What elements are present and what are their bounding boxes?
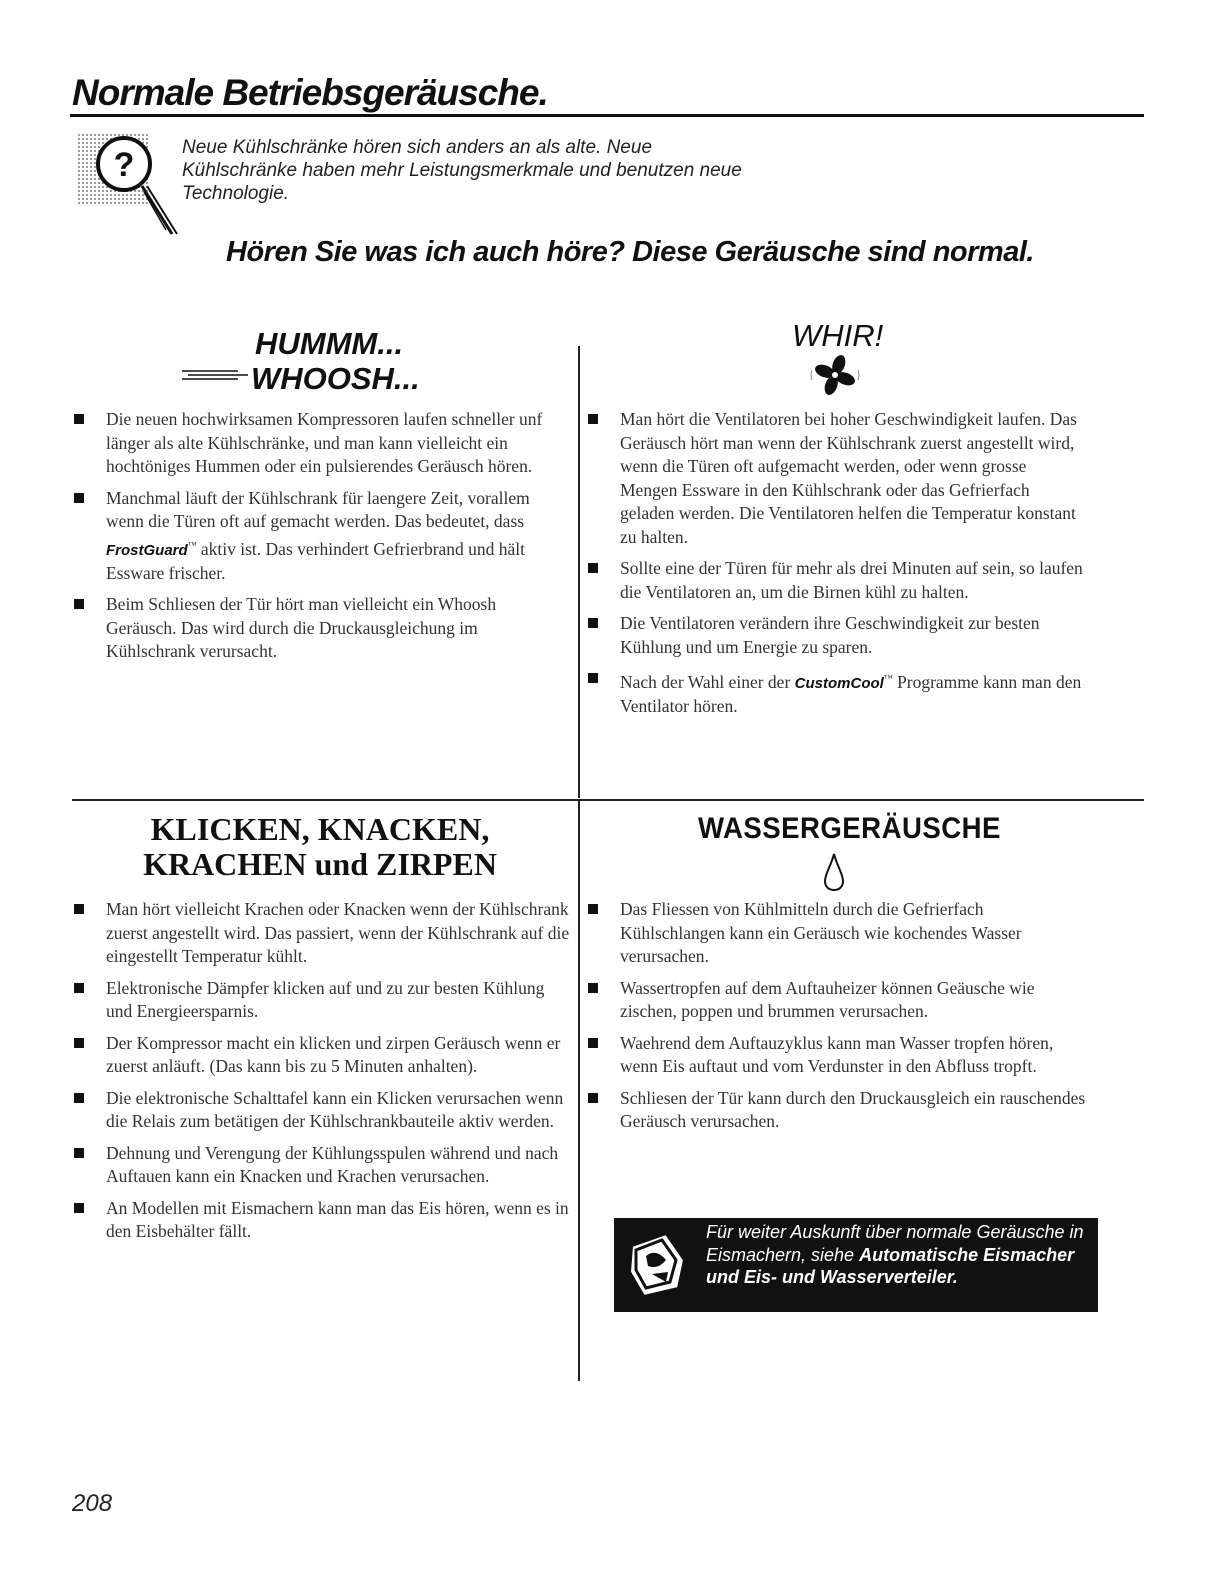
hum-list (72, 408, 568, 672)
ice-maker-icon (622, 1226, 694, 1304)
hum-heading: HUMMM... (255, 326, 404, 361)
page-title: Normale Betriebsgeräusche. (72, 72, 548, 113)
list-item: Die neuen hochwirksamen Kompressoren laufen schneller unf länger als alte Kühlschränke, und man kann vielleicht ein hochtöniges Hummen oder ein pulsierendes Geräusch hören. (72, 408, 568, 479)
list-item: Waehrend dem Auftauzyklus kann man Wasser tropfen hören, wenn Eis auftaut und vom Verdunster in den Abfluss tropft. (586, 1032, 1086, 1079)
bullet-icon (74, 1203, 84, 1213)
fan-icon (808, 352, 862, 398)
note-text: Für weiter Auskunft über normale Geräusche in Eismachern, siehe Automatische Eismacher und Eis- und Wasserverteiler. (706, 1222, 1084, 1287)
bullet-icon (588, 414, 598, 424)
list-item: Das Fliessen von Kühlmitteln durch die Gefrierfach Kühlschlangen kann ein Geräusch wie kochendes Wasser verursachen. (586, 898, 1086, 969)
bullet-icon (588, 983, 598, 993)
bullet-icon (74, 1148, 84, 1158)
list-item: Manchmal läuft der Kühlschrank für laengere Zeit, vorallem wenn die Türen oft auf gemacht werden. Das bedeutet, dass FrostGuard™ aktiv ist. Das verhindert Gefrierbrand und hält Essware frischer. (72, 487, 568, 586)
list-item: Sollte eine der Türen für mehr als drei Minuten auf sein, so laufen die Ventilatoren an, um die Birnen kühl zu halten. (586, 557, 1086, 604)
bullet-icon (74, 599, 84, 609)
list-item: Wassertropfen auf dem Auftauheizer können Geäusche wie zischen, poppen und brummen verursachen. (586, 977, 1086, 1024)
bullet-icon (74, 1093, 84, 1103)
bullet-icon (588, 618, 598, 628)
horizontal-divider (72, 799, 1144, 801)
list-item: Elektronische Dämpfer klicken auf und zu zur besten Kühlung und Energieersparnis. (72, 977, 572, 1024)
bullet-icon (74, 1038, 84, 1048)
page-number: 208 (72, 1490, 113, 1517)
frostguard-brand: FrostGuard (106, 541, 188, 559)
bullet-icon (74, 493, 84, 503)
list-item: Schliesen der Tür kann durch den Druckausgleich ein rauschendes Geräusch verursachen. (586, 1087, 1086, 1134)
list-item: Die elektronische Schalttafel kann ein Klicken verursachen wenn die Relais zum betätigen der Kühlschrankbauteile aktiv werden. (72, 1087, 572, 1134)
question-magnifier-icon (70, 130, 180, 240)
water-drop-icon (822, 852, 846, 892)
click-list (72, 898, 572, 1252)
section-subheading: Hören Sie was ich auch höre? Diese Geräusche sind normal. (226, 236, 1034, 268)
list-item: Nach der Wahl einer der CustomCool™ Programme kann man den Ventilator hören. (586, 667, 1086, 719)
whir-heading: WHIR! (792, 318, 884, 353)
bullet-icon (588, 1038, 598, 1048)
list-item: An Modellen mit Eismachern kann man das Eis hören, wenn es in den Eisbehälter fällt. (72, 1197, 572, 1244)
list-item: Man hört vielleicht Krachen oder Knacken wenn der Kühlschrank zuerst angestellt wird. Das passiert, wenn der Kühlschrank auf die eingestellt Temperatur kühlt. (72, 898, 572, 969)
title-rule (70, 114, 1144, 117)
bullet-icon (74, 983, 84, 993)
svg-text:?: ? (113, 146, 135, 184)
whoosh-heading: WHOOSH... (251, 361, 420, 396)
list-item: Beim Schliesen der Tür hört man vielleicht ein Whoosh Geräusch. Das wird durch die Druckausgleichung im Kühlschrank verursacht. (72, 593, 568, 664)
bullet-icon (588, 673, 598, 683)
list-item: Der Kompressor macht ein klicken und zirpen Geräusch wenn er zuerst anläuft. (Das kann bis zu 5 Minuten anhalten). (72, 1032, 572, 1079)
column-divider-top (578, 346, 580, 798)
whoosh-lines-icon (182, 368, 252, 382)
whir-list (586, 408, 1086, 727)
list-item: Die Ventilatoren verändern ihre Geschwindigkeit zur besten Kühlung und um Energie zu sparen. (586, 612, 1086, 659)
intro-text: Neue Kühlschränke hören sich anders an als alte. Neue Kühlschränke haben mehr Leistungsmerkmale und benutzen neue Technologie. (182, 137, 742, 204)
click-heading: KLICKEN, KNACKEN, KRACHEN und ZIRPEN (143, 811, 497, 882)
customcool-brand: CustomCool (794, 674, 884, 692)
bullet-icon (588, 904, 598, 914)
bullet-icon (588, 563, 598, 573)
bullet-icon (588, 1093, 598, 1103)
column-divider-bottom (578, 801, 580, 1381)
ice-maker-reference: Automatische Eismacher und Eis- und Wasserverteiler. (706, 1244, 1075, 1287)
list-item: Man hört die Ventilatoren bei hoher Geschwindigkeit laufen. Das Geräusch hört man wenn der Kühlschrank zuerst angestellt wird, wenn die Türen oft aufgemacht werden, oder wenn grosse Mengen Essware in den Kühlschrank oder das Gefrierfach geladen werden. Die Ventilatoren helfen die Temperatur konstant zu halten. (586, 408, 1086, 549)
water-list (586, 898, 1086, 1142)
bullet-icon (74, 414, 84, 424)
water-heading: WASSERGERÄUSCHE (698, 812, 1001, 845)
bullet-icon (74, 904, 84, 914)
list-item: Dehnung und Verengung der Kühlungsspulen während und nach Auftauen kann ein Knacken und Krachen verursachen. (72, 1142, 572, 1189)
